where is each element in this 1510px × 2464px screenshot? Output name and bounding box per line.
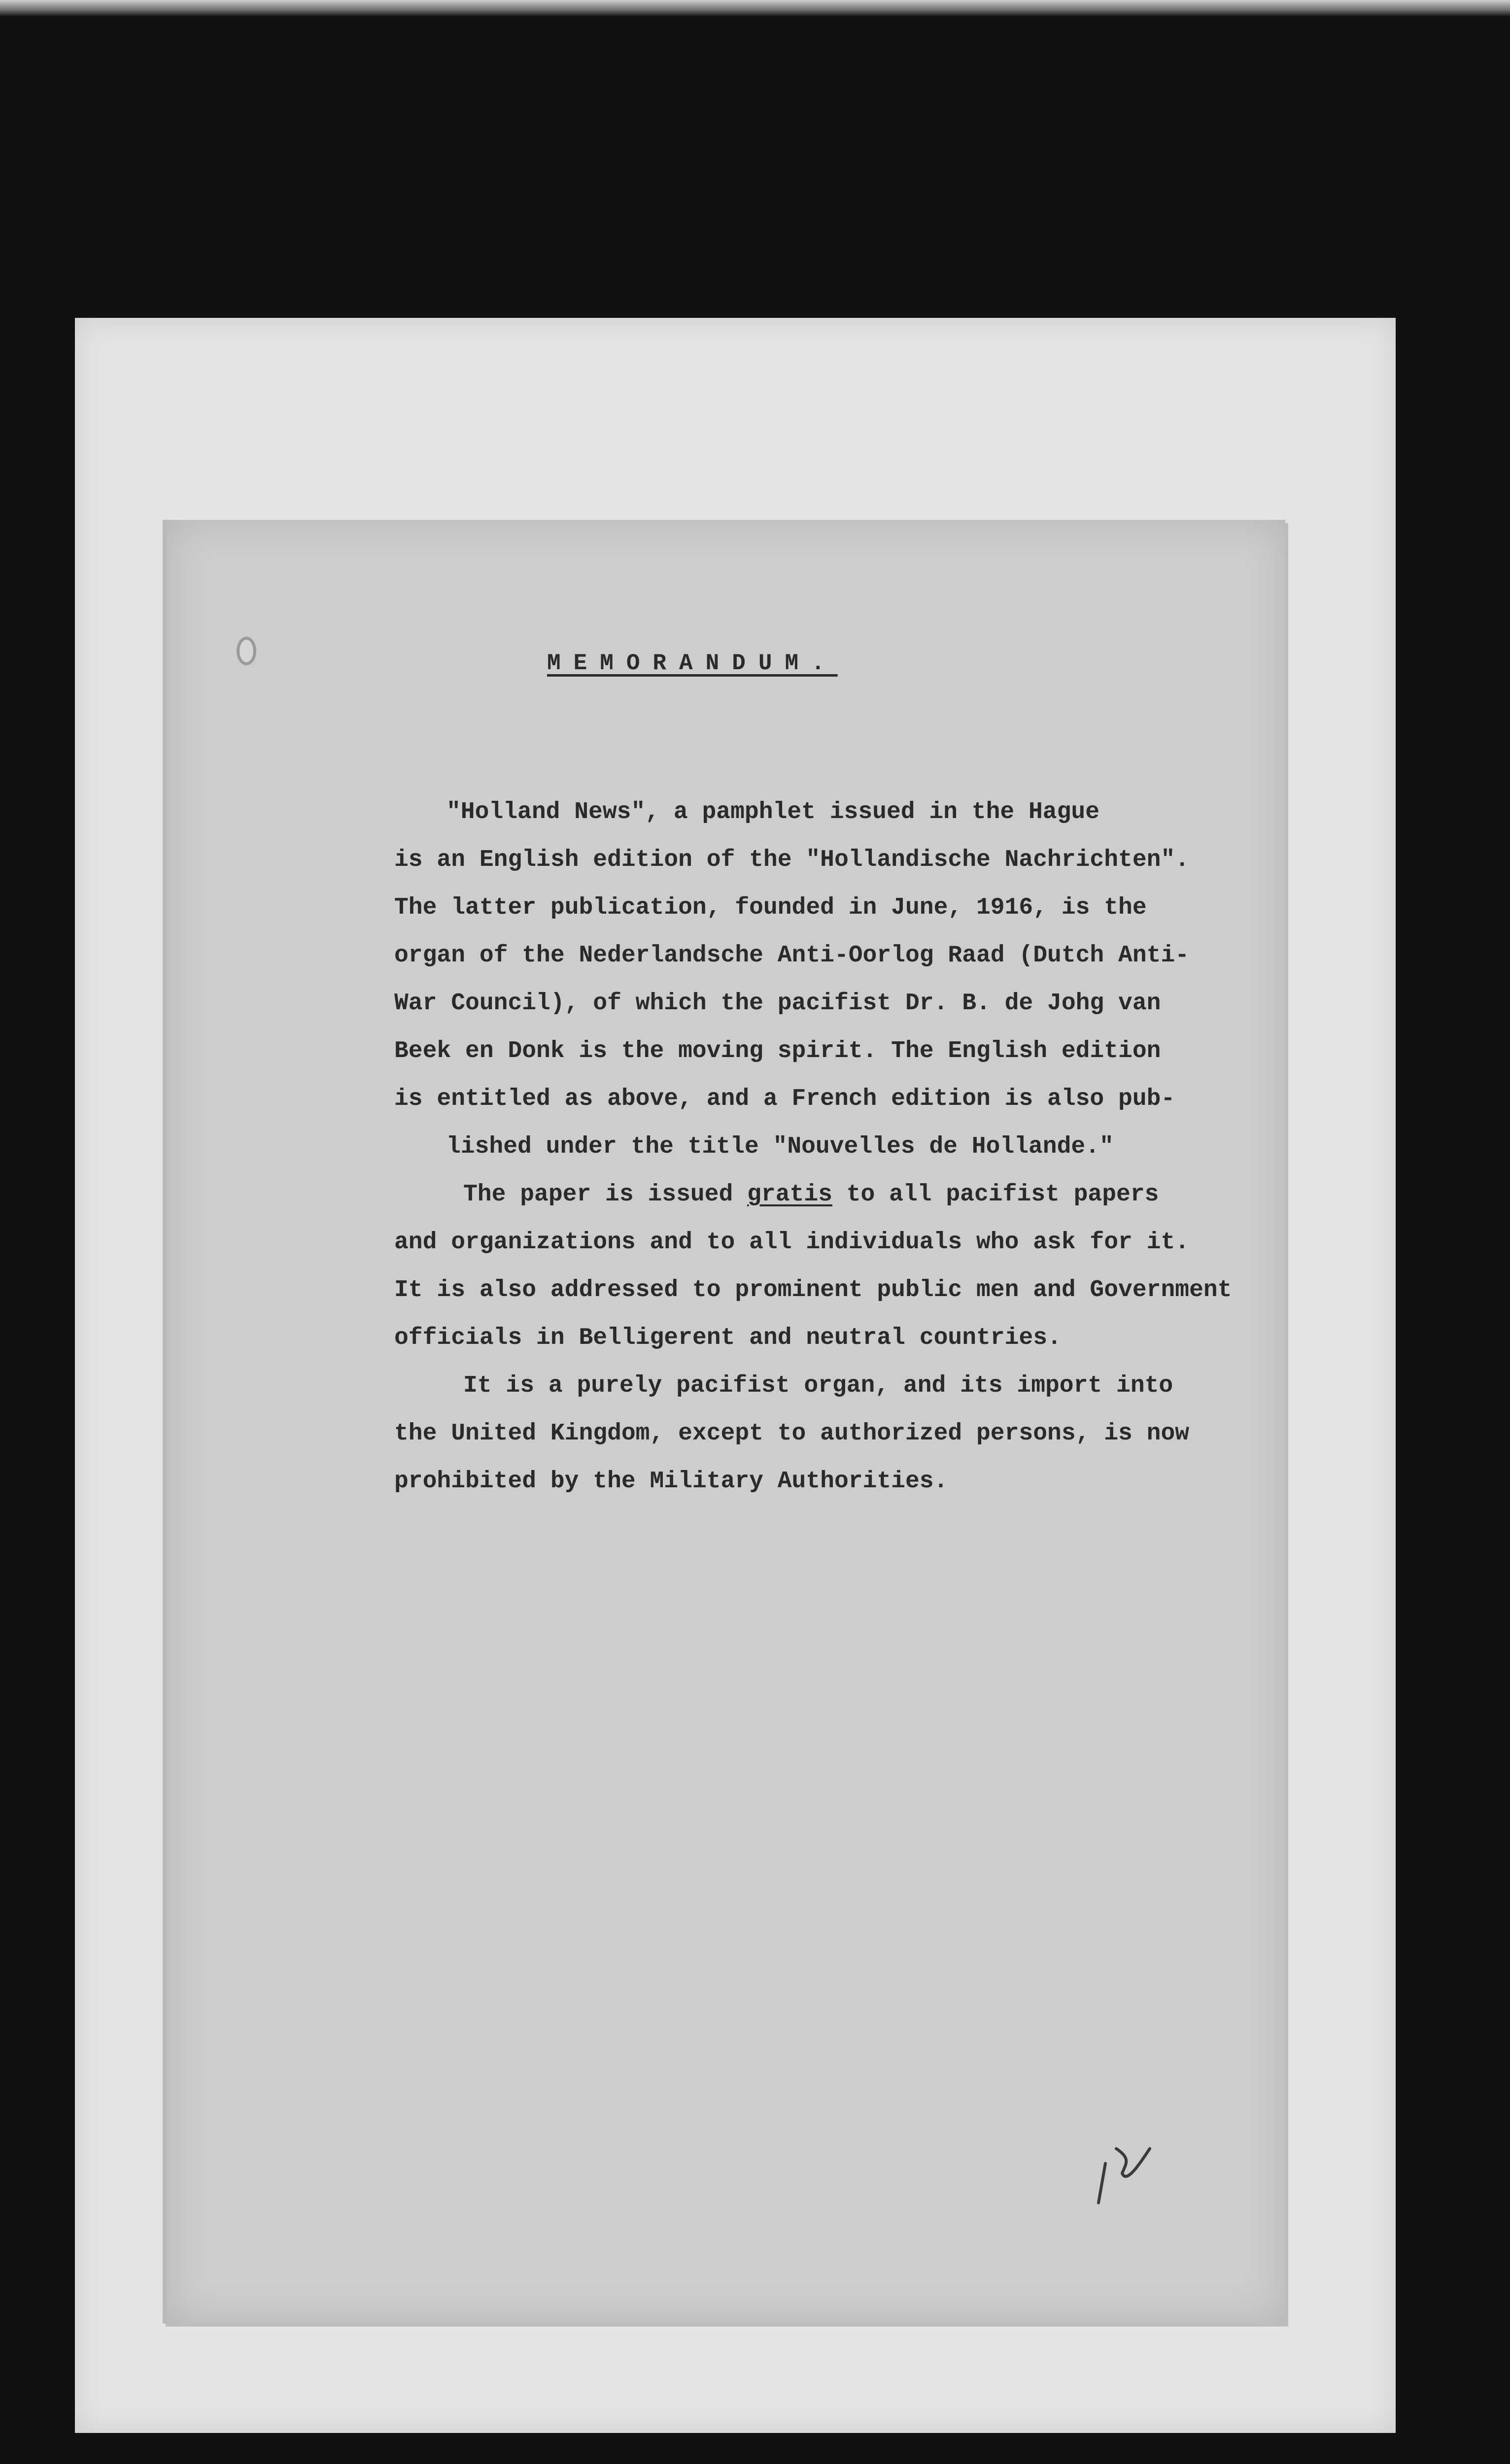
memo-text: to all pacifist papers (832, 1181, 1159, 1208)
memo-line: Beek en Donk is the moving spirit. The English edition (394, 1038, 1161, 1064)
memo-title: MEMORANDUM. (547, 650, 838, 676)
memo-line: and organizations and to all individuals who ask for it. (394, 1229, 1190, 1256)
memo-line: It is a purely pacifist organ, and its import into (463, 1372, 1173, 1399)
memo-line: The latter publication, founded in June, 1916, is the (394, 894, 1147, 921)
memo-line: officials in Belligerent and neutral countries. (394, 1325, 1062, 1351)
memo-line: lished under the title "Nouvelles de Hollande." (446, 1133, 1114, 1160)
punch-hole (237, 637, 256, 665)
film-edge (0, 0, 1510, 17)
memo-line: War Council), of which the pacifist Dr. B. de Johg van (394, 990, 1161, 1017)
memo-line: "Holland News", a pamphlet issued in the Hague (446, 799, 1100, 825)
memo-line: prohibited by the Military Authorities. (394, 1468, 948, 1495)
memo-line: is entitled as above, and a French edition is also pub- (394, 1086, 1175, 1112)
memo-line: organ of the Nederlandsche Anti-Oorlog Raad (Dutch Anti- (394, 942, 1190, 969)
memo-paragraph-2-first-line (394, 1171, 1232, 1219)
memo-line: is an English edition of the "Hollandische Nachrichten". (394, 847, 1190, 873)
memo-line: It is also addressed to prominent public men and Government (394, 1277, 1232, 1303)
memo-text: The paper is issued (463, 1181, 748, 1208)
memo-body (394, 788, 1232, 1506)
handwritten-mark (1092, 2129, 1156, 2208)
memo-emphasis-gratis: gratis (747, 1181, 832, 1208)
memo-line: the United Kingdom, except to authorized persons, is now (394, 1420, 1190, 1447)
